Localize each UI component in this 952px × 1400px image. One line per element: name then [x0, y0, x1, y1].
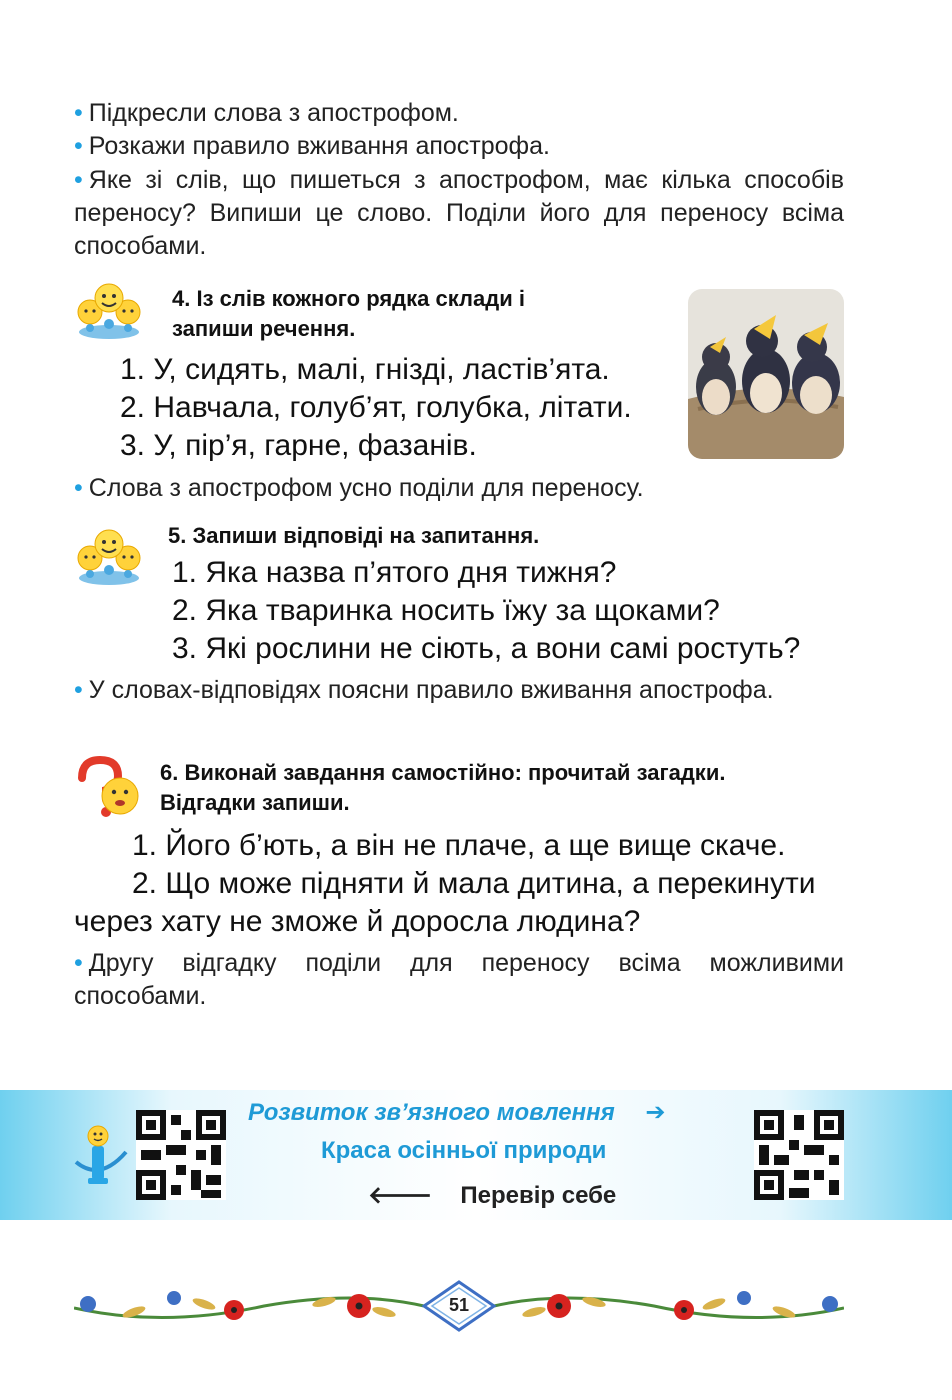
bullet-dot: • — [74, 132, 83, 160]
intro-bullet-2: • Розкажи правило вживання апострофа. — [74, 132, 550, 160]
swallow-chicks-photo — [688, 289, 844, 459]
bullet-dot: • — [74, 166, 83, 194]
riddle-1: 1. Його б’ють, а він не плаче, а ще вище скаче. — [132, 829, 786, 862]
link-self-check[interactable]: 🡐 Перевір себе — [368, 1182, 617, 1209]
task5-bullet: • У словах-відповідях поясни правило вживання апострофа. — [74, 676, 774, 704]
bullet-dot: • — [74, 474, 83, 502]
intro-bullet-1: • Підкресли слова з апострофом. — [74, 99, 459, 127]
qr-code-left[interactable] — [136, 1110, 226, 1200]
smiley-group-icon — [72, 524, 146, 593]
intro-bullet-3: • Яке зі слів, що пишеться з апострофом, має кілька способів переносу? Випиши це слово. Поділи його для переносу всіма способами. — [74, 166, 844, 260]
bullet-dot: • — [74, 99, 83, 127]
arrow-right-icon: ➔ — [645, 1099, 666, 1126]
list-item: 3. У, пір’я, гарне, фазанів. — [120, 429, 477, 462]
task5-heading: 5. Запиши відповіді на запитання. — [168, 523, 540, 548]
list-item: 1. Яка назва п’ятого дня тижня? — [172, 556, 617, 589]
bullet-dot: • — [74, 676, 83, 704]
smiley-group-icon — [72, 278, 146, 347]
floral-ornament — [74, 1276, 844, 1336]
list-item: 3. Які рослини не сіють, а вони самі ростуть? — [172, 632, 801, 665]
riddle-2-line1: 2. Що може підняти й мала дитина, а перекинути — [132, 867, 816, 900]
list-item: 1. У, сидять, малі, гнізді, ластів’ята. — [120, 353, 610, 386]
task4-list — [120, 351, 680, 465]
arrow-left-icon: 🡐 — [368, 1182, 433, 1209]
bullet-dot: • — [74, 949, 83, 977]
task6-heading: 6. Виконай завдання самостійно: прочитай загадки. Відгадки запиши. — [160, 760, 726, 815]
task5-list — [172, 554, 852, 668]
link-autumn-beauty[interactable]: Краса осінньої природи — [321, 1137, 607, 1164]
question-smiley-icon — [72, 756, 142, 825]
page-number: 51 — [448, 1295, 470, 1315]
task6-bullet: • Другу відгадку поділи для переносу всіма можливими способами. — [74, 949, 844, 1010]
riddle-2-line2: через хату не зможе й доросла людина? — [74, 905, 641, 938]
task4-bullet: • Слова з апострофом усно поділи для переносу. — [74, 474, 644, 502]
link-speech-development[interactable]: Розвиток зв’язного мовлення ➔ — [248, 1099, 666, 1126]
info-mascot-icon — [70, 1122, 130, 1193]
list-item: 2. Яка тваринка носить їжу за щоками? — [172, 594, 720, 627]
list-item: 2. Навчала, голуб’ят, голубка, літати. — [120, 391, 632, 424]
qr-code-right[interactable] — [754, 1110, 844, 1200]
task4-heading: 4. Із слів кожного рядка склади і запиши речення. — [172, 286, 525, 341]
